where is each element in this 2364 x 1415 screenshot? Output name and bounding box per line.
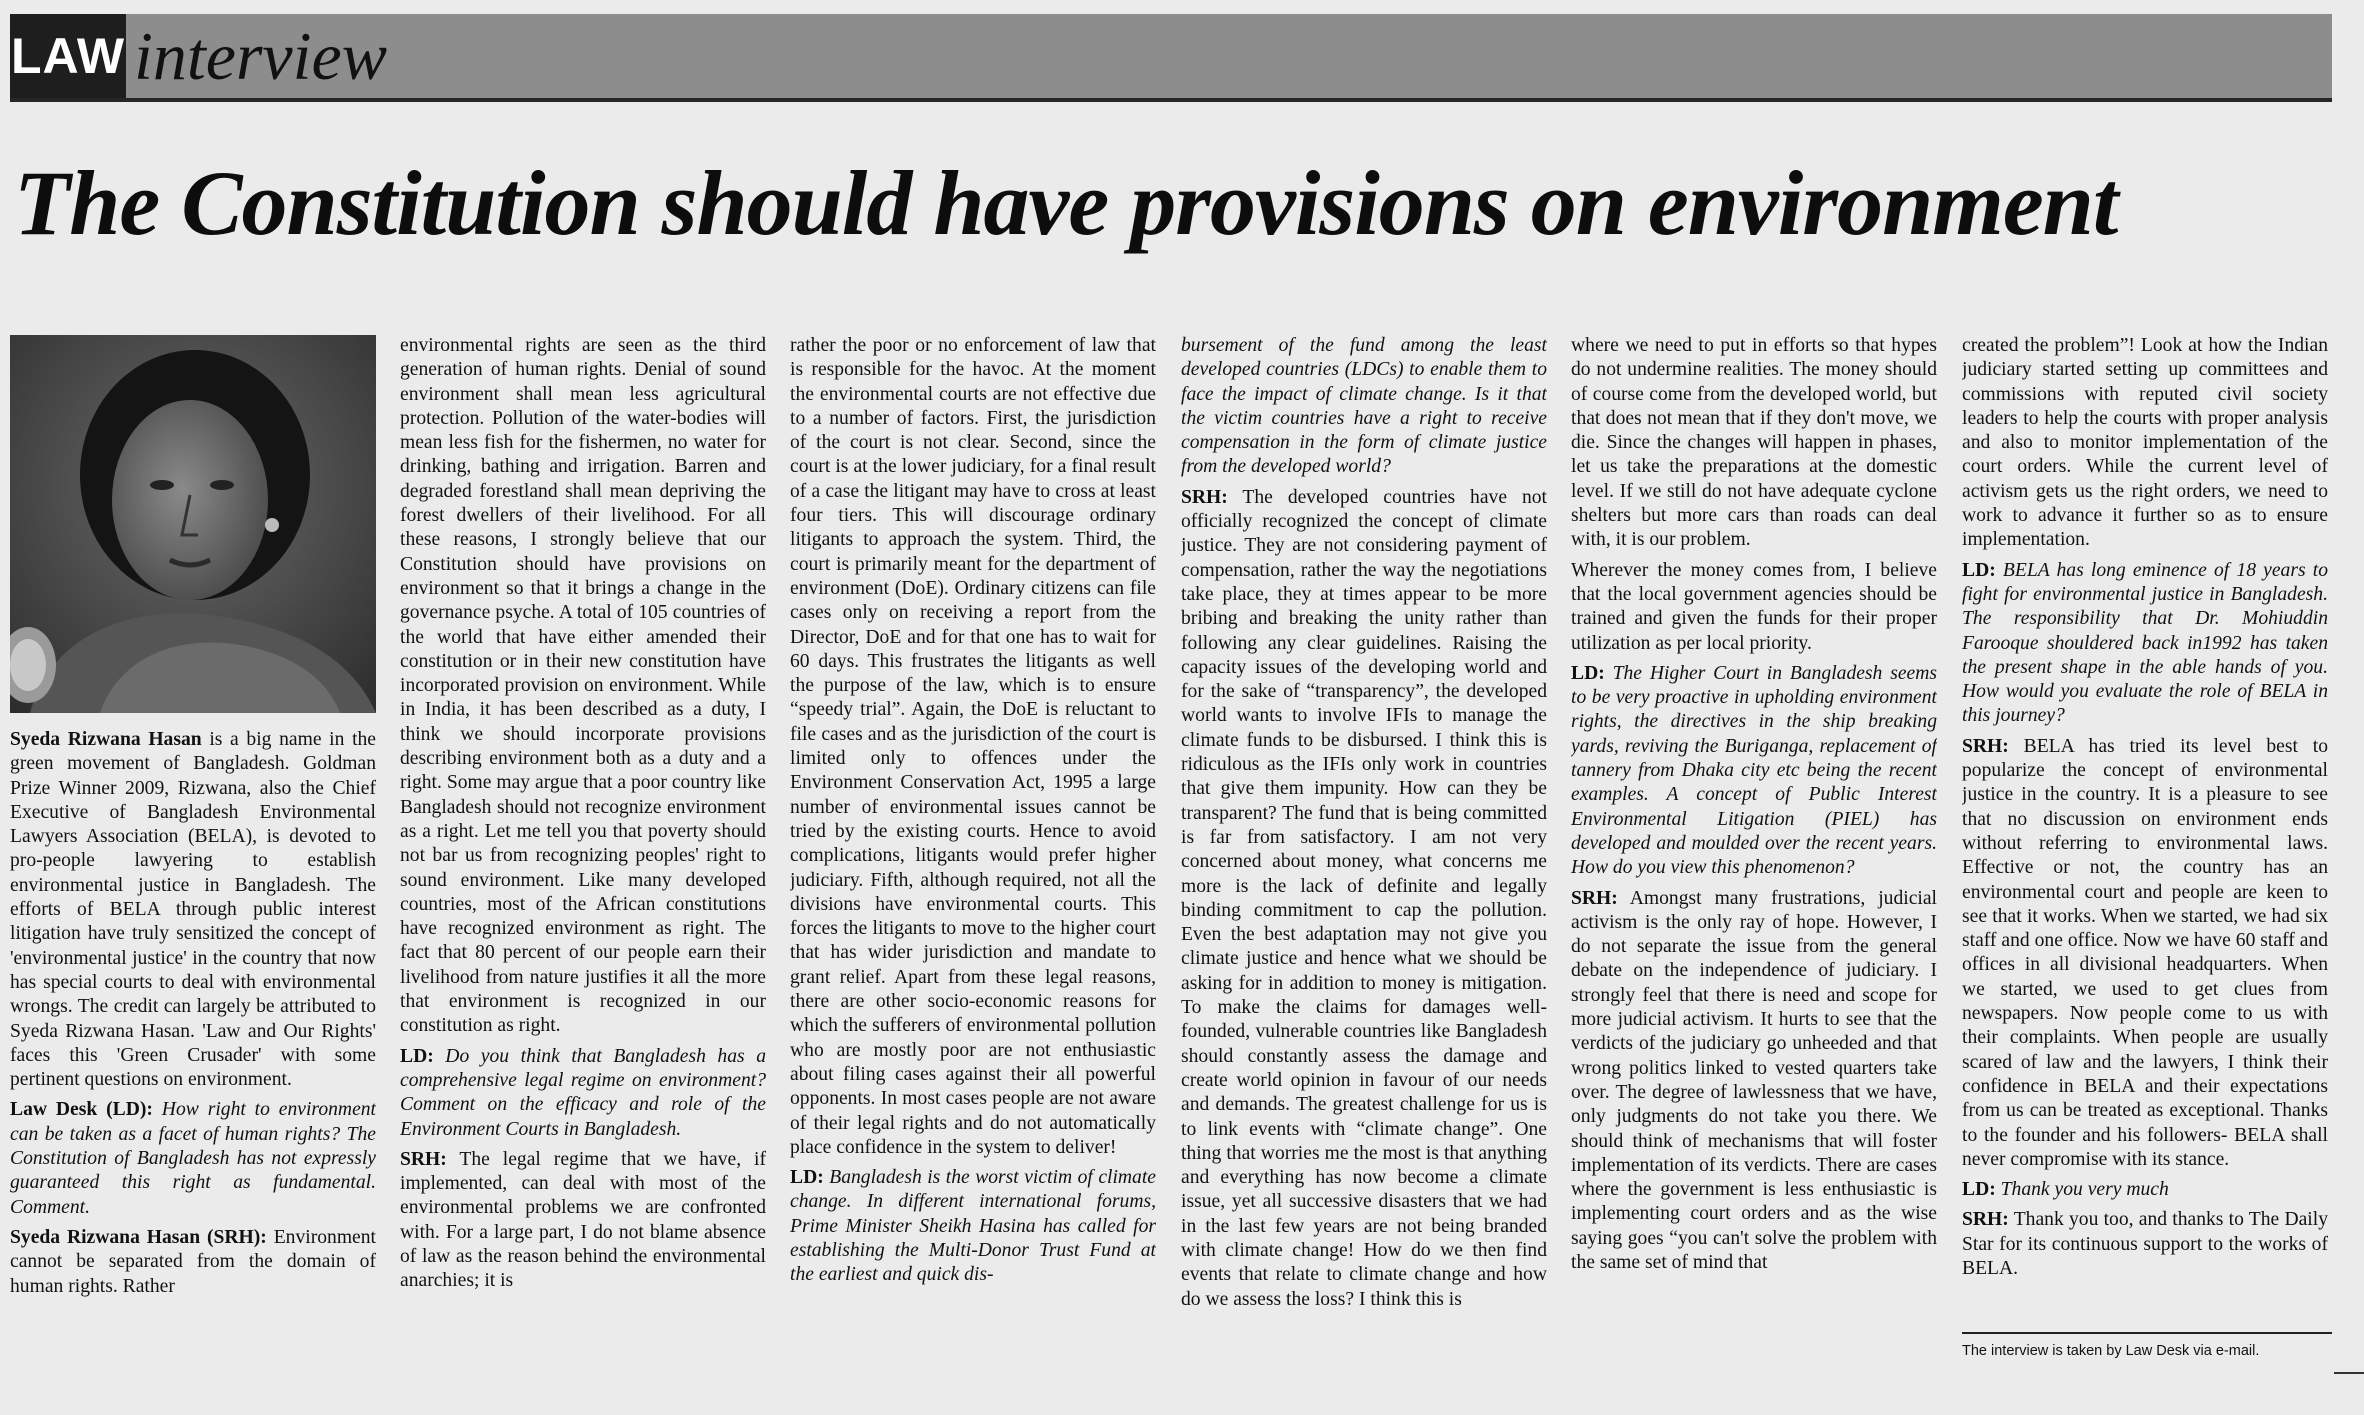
column-3 bbox=[790, 334, 1156, 1364]
speaker-label: Syeda Rizwana Hasan (SRH): bbox=[10, 1226, 267, 1248]
paragraph-text: environmental rights are seen as the third generation of human rights. Denial of sound environment shall mean less agricultural protection. Pollution of the water-bodies will mean less fish for the fishermen, no water for drinking, bathing and irrigation. Barren and degraded forestland shall mean depriving the forest dwellers of their livelihood. For all these reasons, I strongly believe that our Constitution should have provisions on environment so that it brings a change in the governance psyche. A total of 105 countries of the world that have either amended their constitution or in their new constitution have incorporated provision on environment. While in India, it has been described as a duty, I think we should incorporate provisions describing environment both as a duty and a right. Some may argue that a poor country like Bangladesh should not recognize environment as a right. Let me tell you that poverty should not bar us from recognizing peoples' right to sound environment. Like many developed countries, most of the African constitutions have recognized environment as right. The fact that 80 percent of our people earn their livelihood from nature justifies it all the more that environment is recognized in our constitution as right. bbox=[400, 335, 766, 1037]
column-4 bbox=[1181, 334, 1547, 1364]
paragraph-text: How right to environment can be taken as a facet of human rights? The Constitution of Bangladesh has not expressly guaranteed this right as fundamental. Comment. bbox=[10, 1099, 376, 1218]
column-2 bbox=[400, 334, 766, 1364]
question-paragraph bbox=[1962, 559, 2328, 729]
speaker-label: SRH: bbox=[1571, 887, 1618, 909]
page-edge-mark bbox=[2334, 1372, 2364, 1374]
answer-paragraph bbox=[1571, 559, 1937, 656]
question-paragraph bbox=[1962, 1178, 2328, 1202]
speaker-label: LD: bbox=[1962, 559, 1996, 581]
answer-paragraph bbox=[400, 334, 766, 1039]
paragraph-text: The legal regime that we have, if implemented, can deal with most of the environmental problems we are confronted with. For a large part, I do not blame absence of law as the reason behind the environmental anarchies; it is bbox=[400, 1148, 766, 1292]
intro-paragraph bbox=[10, 728, 376, 1092]
paragraph-text: rather the poor or no enforcement of law that is responsible for the havoc. At the moment the environmental courts are not effective due to a number of factors. First, the jurisdiction of the court is not clear. Second, since the court is at the lower judiciary, for a final result of a case the litigant may have to cross at least four tiers. This will discourage ordinary litigants to approach the system. Third, the court is primarily meant for the department of environment (DoE). Ordinary citizens can file cases only on receiving a report from the Director, DoE and for that one has to wait for 60 days. This frustrates the litigants as well the purpose of the law, which is to ensure “speedy trial”. Again, the DoE is reluctant to file cases and as the jurisdiction of the court is limited only to offences under the Environment Conservation Act, 1995 a large number of environmental issues cannot be tried by the existing courts. Hence to avoid complications, litigants would prefer higher judiciary. Fifth, although required, not all the divisions have environmental courts. This forces the litigants to move to the higher court that has wider jurisdiction and mandate to grant relief. Apart from these legal reasons, there are other socio-economic reasons for which the sufferers of environmental pollution who are mostly poor are not enthusiastic about filing cases against their all powerful opponents. In most cases people are not aware of their legal rights and do not automatically place confidence in the system to deliver! bbox=[790, 335, 1156, 1158]
headline: The Constitution should have provisions on environment bbox=[14, 152, 2118, 254]
speaker-label: LD: bbox=[1962, 1179, 1996, 1201]
paragraph-text: Wherever the money comes from, I believe that the local government agencies should be trained and given the funds for their proper utilization as per local priority. bbox=[1571, 559, 1937, 654]
speaker-label: LD: bbox=[400, 1045, 434, 1067]
speaker-label: SRH: bbox=[1962, 1209, 2009, 1231]
speaker-label: SRH: bbox=[400, 1148, 447, 1170]
column-6 bbox=[1962, 334, 2328, 1364]
section-label-interview: interview bbox=[134, 18, 388, 94]
question-paragraph bbox=[1571, 662, 1937, 881]
speaker-label: SRH: bbox=[1181, 486, 1228, 508]
paragraph-text: created the problem”! Look at how the Indian judiciary started setting up committees and commissions with reputed civil society leaders to help the courts with proper analysis and also to monitor implementation of the court orders. While the current level of activism gets us the right orders, we need to work to advance it further so as to ensure implementation. bbox=[1962, 335, 2328, 551]
answer-paragraph bbox=[1962, 334, 2328, 553]
speaker-label: LD: bbox=[1571, 662, 1605, 684]
paragraph-text: Bangladesh is the worst victim of climate change. In different international forums, Prime Minister Sheikh Hasina has called for establishing the Multi-Donor Trust Fund at the earliest and quick dis- bbox=[790, 1167, 1156, 1286]
footnote-rule bbox=[1962, 1332, 2332, 1334]
speaker-label: LD: bbox=[790, 1167, 824, 1189]
section-label-law: LAW bbox=[10, 14, 126, 98]
paragraph-text: Thank you very much bbox=[1995, 1179, 2169, 1201]
answer-paragraph bbox=[1181, 486, 1547, 1312]
answer-paragraph bbox=[790, 334, 1156, 1160]
speaker-label: Law Desk (LD): bbox=[10, 1099, 153, 1121]
portrait-image bbox=[10, 335, 376, 713]
paragraph-text: The developed countries have not officially recognized the concept of climate justice. They are not considering payment of compensation, rather the way the negotiations take place, they at times appear to be more bribing and breaking the unity rather than following any clear guidelines. Raising the capacity issues of the developing world and for the sake of “transparency”, the developed world wants to involve IFIs to manage the climate funds to be disbursed. I think this is ridiculous as the IFIs only work in countries that give them impunity. How can they be transparent? The fund that is being committed is far from satisfactory. I am not very concerned about money, what concerns me more is the lack of definite and legally binding commitment to cap the pollution. Even the best adaptation may not give you climate justice and hence what we should be asking for in addition to money is mitigation. To make the claims for damages well-founded, vulnerable countries like Bangladesh should constantly assess the damage and create world opinion in favour of our needs and demands. The greatest challenge for us is to link events with “climate change”. One thing that worries me the most is that anything and everything has now become a climate issue, yet all successive disasters that we had in the last few years are not being branded with climate change! How do we then find events that relate to climate change and how do we assess the loss? I think this is bbox=[1181, 486, 1547, 1310]
answer-paragraph bbox=[1962, 735, 2328, 1172]
paragraph-text: BELA has tried its level best to popularize the concept of environmental justice in the country. It is a pleasure to see that no discussion on environment ends without referring to environmental laws. Effective or not, the country has an environmental court and people are keen to see that it works. When we started, we had six staff and one office. Now we have 60 staff and offices in all divisional headquarters. When we started, we used to get clues from newspapers. Now people come to us with their complaints. When people are usually scared of law and the lawyers, I think their confidence in BELA and their expectations from us can be treated as exceptional. Thanks to the founder and his followers- BELA shall never compromise with its stance. bbox=[1962, 735, 2328, 1170]
answer-paragraph bbox=[10, 1226, 376, 1299]
answer-paragraph bbox=[1962, 1208, 2328, 1281]
footnote: The interview is taken by Law Desk via e-mail. bbox=[1962, 1343, 2260, 1359]
paragraph-text: where we need to put in efforts so that hypes do not undermine realities. The money should of course come from the developed world, but that does not mean that if they don't move, we die. Since the changes will happen in phases, let us take the preparations at the domestic level. If we still do not have adequate cyclone shelters but more cars than roads can deal with, it is our problem. bbox=[1571, 335, 1937, 551]
paragraph-text: Do you think that Bangladesh has a comprehensive legal regime on environment? Comment on the efficacy and role of the Environment Courts in Bangladesh. bbox=[400, 1045, 766, 1140]
question-paragraph bbox=[790, 1166, 1156, 1287]
paragraph-text: is a big name in the green movement of Bangladesh. Goldman Prize Winner 2009, Rizwana, also the Chief Executive of Bangladesh Environmental Lawyers Association (BELA), is devoted to pro-people lawyering to establish environmental justice in Bangladesh. The efforts of BELA through public interest litigation have truly sensitized the concept of 'environmental justice' in the country that now has special courts to deal with environmental wrongs. The credit can largely be attributed to Syeda Rizwana Hasan. 'Law and Our Rights' faces this 'Green Crusader' with some pertinent questions on environment. bbox=[10, 729, 376, 1091]
speaker-label: SRH: bbox=[1962, 735, 2009, 757]
paragraph-text: bursement of the fund among the least developed countries (LDCs) to enable them to face the impact of climate change. Is it that the victim countries have a right to receive compensation in the form of climate justice from the developed world? bbox=[1181, 335, 1547, 478]
portrait-photo bbox=[10, 335, 376, 713]
column-5 bbox=[1571, 334, 1937, 1364]
column-1 bbox=[10, 728, 376, 1368]
paragraph-text: Environment cannot be separated from the domain of human rights. Rather bbox=[10, 1226, 376, 1297]
answer-paragraph bbox=[1571, 334, 1937, 553]
speaker-label: Syeda Rizwana Hasan bbox=[10, 729, 202, 750]
answer-paragraph bbox=[1571, 887, 1937, 1276]
question-paragraph bbox=[400, 1045, 766, 1142]
question-paragraph bbox=[1181, 334, 1547, 480]
answer-paragraph bbox=[400, 1148, 766, 1294]
question-paragraph bbox=[10, 1098, 376, 1219]
paragraph-text: Thank you too, and thanks to The Daily Star for its continuous support to the works of BELA. bbox=[1962, 1209, 2328, 1279]
paragraph-text: Amongst many frustrations, judicial activism is the only ray of hope. However, I do not separate the issue from the general debate on the independence of judiciary. I strongly feel that there is need and scope for more judicial activism. It hurts to see that the verdicts of the judiciary go unheeded and that wrong politics linked to vested quarters take over. The degree of lawlessness that we have, only judgments do not take you there. We should think of mechanisms that will foster implementation of its verdicts. There are cases where the government is less enthusiastic is implementing court orders and as the wise saying goes “you can't solve the problem with the same set of mind that bbox=[1571, 887, 1937, 1273]
paragraph-text: BELA has long eminence of 18 years to fight for environmental justice in Bangladesh. The responsibility that Dr. Mohiuddin Farooque shouldered back in1992 has taken the present shape in the able hands of you. How would you evaluate the role of BELA in this journey? bbox=[1962, 559, 2328, 727]
paragraph-text: The Higher Court in Bangladesh seems to be very proactive in upholding environment rights, the directives in the ship breaking yards, reviving the Buriganga, replacement of tannery from Dhaka city etc being the recent examples. A concept of Public Interest Environmental Litigation (PIEL) has developed and moulded over the recent years. How do you view this phenomenon? bbox=[1571, 662, 1937, 879]
